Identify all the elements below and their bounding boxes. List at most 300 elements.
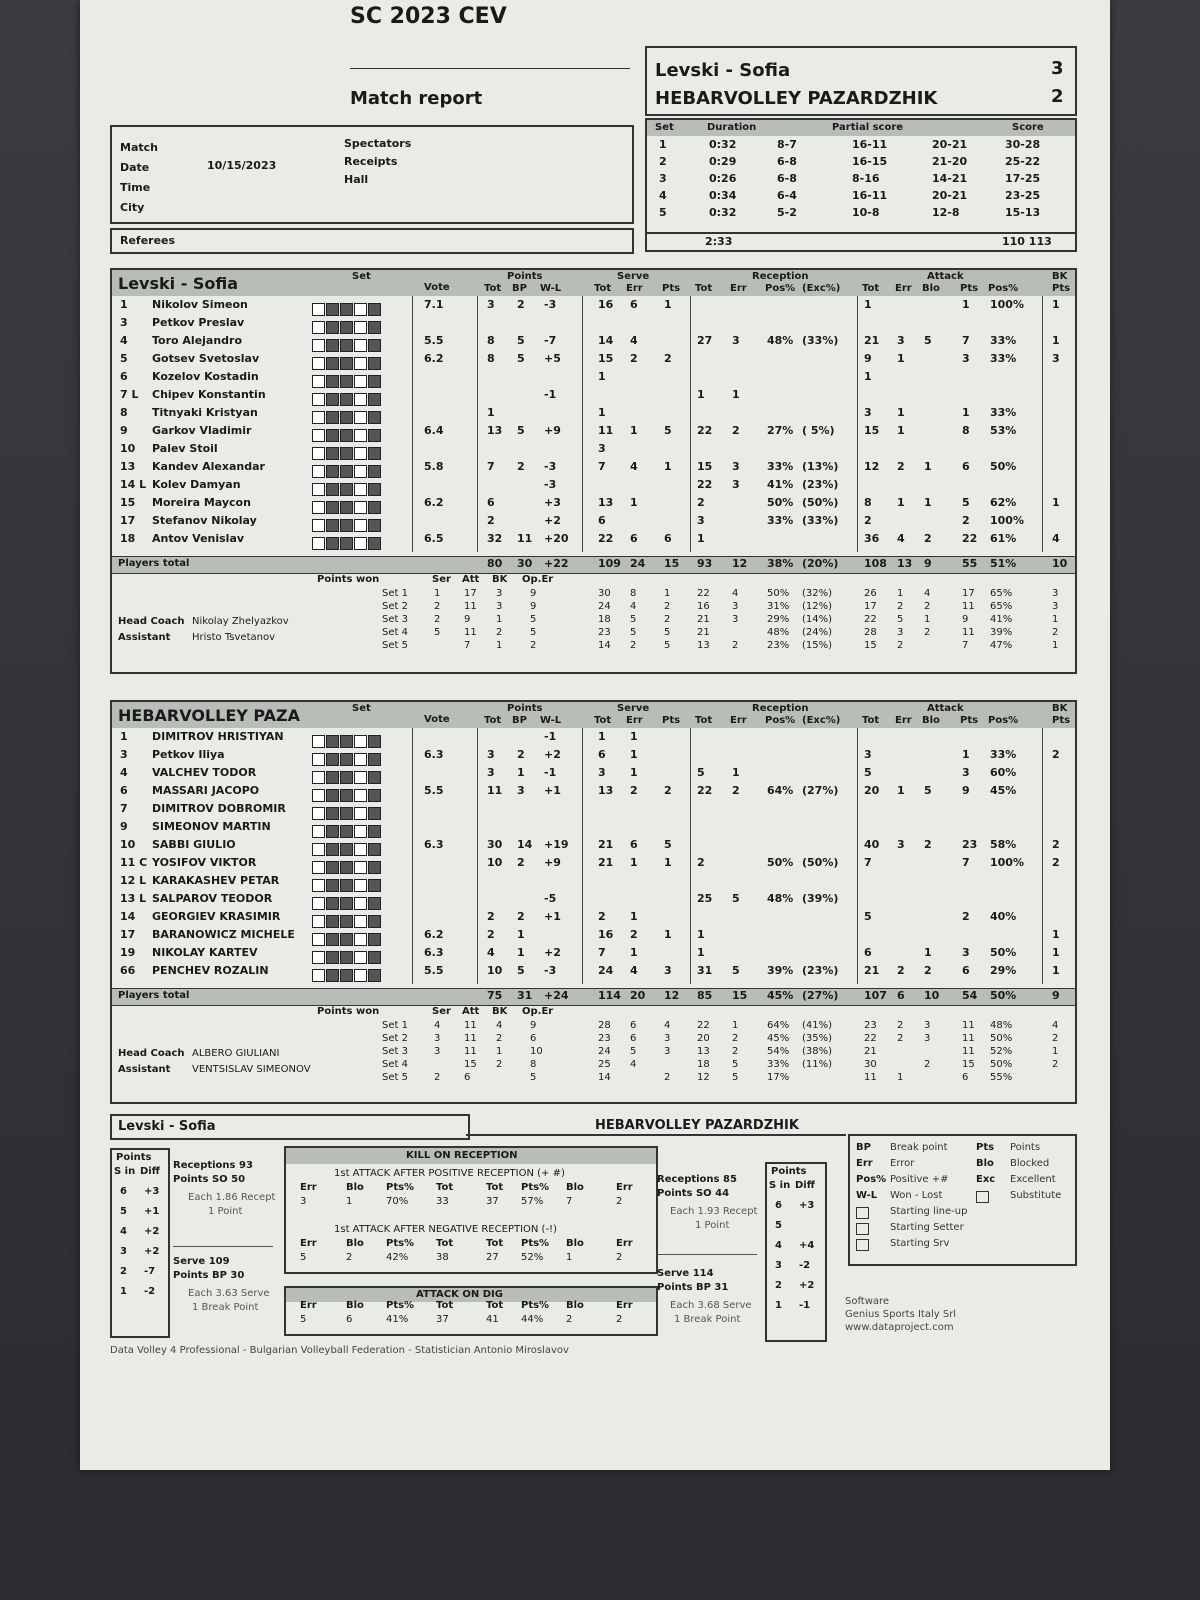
rotation-diff: -2 (799, 1260, 811, 1271)
stat-at: 2 (864, 514, 872, 527)
set-square (368, 483, 381, 496)
stat-wl: +2 (544, 514, 561, 527)
player-name: Petkov Iliya (152, 748, 225, 761)
column-header: Pos% (765, 283, 796, 294)
stat-sp: 1 (664, 298, 672, 311)
set-score-sc: 15-13 (1005, 206, 1041, 219)
set-square (326, 501, 339, 514)
set-stat-op: 6 (530, 1033, 537, 1044)
stat-rt: 31 (697, 964, 713, 977)
player-name: DIMITROV HRISTIYAN (152, 730, 284, 743)
set-square (326, 897, 339, 910)
set-square (340, 447, 353, 460)
set-stat-ae: 2 (897, 640, 904, 651)
stat-wl: +19 (544, 838, 569, 851)
player-number: 11 C (120, 856, 148, 869)
column-header: Tot (862, 715, 880, 726)
column-header: BP (512, 715, 527, 726)
stat-rx: (23%) (802, 478, 839, 491)
set-stat-op: 5 (530, 1072, 537, 1083)
set-square (354, 951, 367, 964)
column-header: BP (512, 283, 527, 294)
set-stat-ae: 1 (897, 588, 904, 599)
t1-points-bp: Points BP 30 (173, 1270, 245, 1281)
set-stat-se: 5 (630, 614, 637, 625)
stat-st: 7 (598, 460, 606, 473)
total-ap: 54 (962, 989, 978, 1002)
stat-vote: 6.3 (424, 748, 444, 761)
total-re: 15 (732, 989, 748, 1002)
set-square (354, 501, 367, 514)
legend-desc: Won - Lost (890, 1190, 943, 1201)
kill-subtitle: 1st ATTACK AFTER NEGATIVE RECEPTION (-!) (334, 1224, 557, 1235)
points-won-head: Ser (432, 1006, 451, 1017)
player-name: Stefanov Nikolay (152, 514, 257, 527)
set-score-p1: 6-4 (777, 189, 797, 202)
bottom-team1-name: Levski - Sofia (118, 1119, 216, 1134)
set-square (340, 789, 353, 802)
stat-at: 20 (864, 784, 880, 797)
legend-key: BP (856, 1142, 871, 1153)
stat-bp: 5 (517, 334, 525, 347)
set-stat-rt: 20 (697, 1033, 710, 1044)
stat-pt: 8 (487, 334, 495, 347)
match-report-page (80, 0, 1110, 1470)
column-header: Serve (617, 271, 650, 282)
set-stat-rx: (11%) (802, 1059, 833, 1070)
rotation-diff: +2 (144, 1226, 160, 1237)
set-square (368, 393, 381, 406)
column-header: Reception (752, 703, 809, 714)
stat-rx: (33%) (802, 514, 839, 527)
player-name: VALCHEV TODOR (152, 766, 257, 779)
stat-apc: 53% (990, 424, 1017, 437)
player-name: Titnyaki Kristyan (152, 406, 258, 419)
set-square (354, 321, 367, 334)
city-label: City (120, 201, 145, 214)
set-stat-ab: 2 (924, 627, 931, 638)
stat-rx: (39%) (802, 892, 839, 905)
stat-vote: 6.3 (424, 946, 444, 959)
stat-st: 1 (598, 370, 606, 383)
set-score-n: 2 (659, 155, 667, 168)
set-square (354, 447, 367, 460)
set-stat-st: 24 (598, 1046, 611, 1057)
rotation-number: 5 (775, 1220, 782, 1231)
set-stat-bk2: 3 (1052, 588, 1059, 599)
column-header: Tot (484, 715, 502, 726)
stat-st: 3 (598, 442, 606, 455)
stat-at: 21 (864, 334, 880, 347)
stat-se: 1 (630, 496, 638, 509)
stat-se: 6 (630, 838, 638, 851)
stat-rp: 48% (767, 892, 794, 905)
set-label: Set 1 (382, 588, 408, 599)
set-stat-bk: 3 (496, 601, 503, 612)
set-stat-rp: 23% (767, 640, 790, 651)
set-stat-rp: 31% (767, 601, 790, 612)
stat-wl: -5 (544, 892, 557, 905)
stat-ab: 1 (924, 496, 932, 509)
set-stat-ser: 2 (434, 614, 441, 625)
set-square (340, 951, 353, 964)
stat-apc: 61% (990, 532, 1017, 545)
set-square (312, 411, 325, 424)
stat-bk: 1 (1052, 946, 1060, 959)
stat-wl: -3 (544, 460, 557, 473)
set-stat-sp: 2 (664, 601, 671, 612)
points-won-label: Points won (317, 1006, 380, 1017)
total-bk: 10 (1052, 557, 1068, 570)
set-square (340, 483, 353, 496)
stat-st: 1 (598, 406, 606, 419)
set-square (312, 969, 325, 982)
stat-pt: 4 (487, 946, 495, 959)
set-stat-ae: 2 (897, 1020, 904, 1031)
set-stat-ser: 3 (434, 1033, 441, 1044)
player-name: GEORGIEV KRASIMIR (152, 910, 281, 923)
column-header: (Exc%) (802, 283, 841, 294)
kill-head: Tot (436, 1182, 454, 1193)
set-square (326, 879, 339, 892)
set-square (340, 501, 353, 514)
stat-bk: 4 (1052, 532, 1060, 545)
stat-bk: 1 (1052, 298, 1060, 311)
set-participation (312, 299, 382, 318)
head-coach-name: ALBERO GIULIANI (192, 1048, 280, 1059)
stat-ap: 7 (962, 334, 970, 347)
column-header: Tot (594, 283, 612, 294)
set-square (354, 969, 367, 982)
set-stat-at: 21 (864, 1046, 877, 1057)
stat-wl: -3 (544, 298, 557, 311)
column-header: Reception (752, 271, 809, 282)
set-stat-rp: 29% (767, 614, 790, 625)
t1-rec-divider (173, 1246, 273, 1247)
set-stat-bk: 1 (496, 614, 503, 625)
stat-at: 12 (864, 460, 880, 473)
kill-value: 70% (386, 1196, 409, 1207)
rotation-diff: -2 (144, 1286, 156, 1297)
kill-head: Pts% (386, 1182, 415, 1193)
stat-re: 1 (732, 388, 740, 401)
player-name: Toro Alejandro (152, 334, 243, 347)
stat-ap: 1 (962, 298, 970, 311)
player-number: 4 (120, 334, 128, 347)
total-rp: 45% (767, 989, 794, 1002)
kill-value: 41% (386, 1314, 409, 1325)
set-stat-at: 28 (864, 627, 877, 638)
set-score-p2: 16-15 (852, 155, 888, 168)
set-square (340, 375, 353, 388)
set-participation (312, 965, 382, 984)
set-square (340, 429, 353, 442)
player-number: 3 (120, 748, 128, 761)
column-header: Serve (617, 703, 650, 714)
stat-ae: 3 (897, 334, 905, 347)
stat-apc: 58% (990, 838, 1017, 851)
set-stat-ser: 3 (434, 1046, 441, 1057)
set-stat-ae: 5 (897, 614, 904, 625)
stat-pt: 2 (487, 928, 495, 941)
stat-pt: 2 (487, 514, 495, 527)
player-name: Gotsev Svetoslav (152, 352, 260, 365)
set-square (340, 321, 353, 334)
legend-desc: Break point (890, 1142, 948, 1153)
total-sp: 15 (664, 557, 680, 570)
stat-apc: 40% (990, 910, 1017, 923)
stat-re: 3 (732, 460, 740, 473)
report-title: SC 2023 CEV (350, 4, 507, 29)
stat-wl: +1 (544, 910, 561, 923)
assistant-name: Hristo Tsvetanov (192, 632, 275, 643)
stat-pt: 11 (487, 784, 503, 797)
stat-apc: 50% (990, 460, 1017, 473)
set-square (326, 951, 339, 964)
stat-se: 4 (630, 460, 638, 473)
set-square (326, 735, 339, 748)
set-square (340, 915, 353, 928)
set-square (312, 735, 325, 748)
set-stat-rt: 13 (697, 640, 710, 651)
bottom-team2-name: HEBARVOLLEY PAZARDZHIK (595, 1118, 799, 1133)
kill-title: KILL ON RECEPTION (406, 1150, 518, 1161)
set-stat-ab: 3 (924, 1033, 931, 1044)
column-divider (582, 296, 583, 552)
stat-bk: 2 (1052, 838, 1060, 851)
set-square (354, 375, 367, 388)
stat-pt: 3 (487, 766, 495, 779)
legend-desc: Starting Setter (890, 1222, 964, 1233)
set-square (340, 969, 353, 982)
points-won-head: Ser (432, 574, 451, 585)
set-square (326, 933, 339, 946)
kill-head: Pts% (521, 1182, 550, 1193)
player-name: KARAKASHEV PETAR (152, 874, 280, 887)
stat-re: 3 (732, 334, 740, 347)
stat-st: 21 (598, 838, 614, 851)
score-col-head: Score (1012, 122, 1044, 133)
set-stat-bk2: 1 (1052, 614, 1059, 625)
dig-title: ATTACK ON DIG (416, 1289, 503, 1300)
player-name: MASSARI JACOPO (152, 784, 260, 797)
stat-se: 2 (630, 928, 638, 941)
total-ab: 9 (924, 557, 932, 570)
set-stat-bk2: 2 (1052, 1059, 1059, 1070)
kill-value: 3 (300, 1196, 307, 1207)
set-square (354, 879, 367, 892)
column-header: Pts (1052, 715, 1071, 726)
team1-sets-won: 3 (1051, 58, 1064, 79)
set-stat-rp: 17% (767, 1072, 790, 1083)
set-square (354, 933, 367, 946)
stat-rp: 33% (767, 514, 794, 527)
stat-pt: 3 (487, 748, 495, 761)
stat-ap: 3 (962, 766, 970, 779)
set-square (354, 861, 367, 874)
stat-bp: 2 (517, 460, 525, 473)
rotation-number: 1 (120, 1286, 127, 1297)
set-square (368, 321, 381, 334)
set-stat-ap: 11 (962, 627, 975, 638)
referees-box (110, 228, 634, 254)
column-divider (1042, 296, 1043, 552)
kill-value: 42% (386, 1252, 409, 1263)
set-stat-bk: 2 (496, 1059, 503, 1070)
stat-at: 40 (864, 838, 880, 851)
set-stat-ab: 3 (924, 1020, 931, 1031)
stat-ap: 22 (962, 532, 978, 545)
legend-symbol-icon (856, 1223, 869, 1235)
set-stat-se: 8 (630, 588, 637, 599)
total-sp: 12 (664, 989, 680, 1002)
set-stat-ae: 2 (897, 601, 904, 612)
set-square (354, 753, 367, 766)
set-square (340, 357, 353, 370)
stat-se: 1 (630, 730, 638, 743)
rotation-diff: -7 (144, 1266, 156, 1277)
total-se: 24 (630, 557, 646, 570)
set-stat-se: 4 (630, 1059, 637, 1070)
kill-on-reception-box (284, 1146, 658, 1274)
set-square (368, 357, 381, 370)
stat-at: 36 (864, 532, 880, 545)
player-name: Garkov Vladimir (152, 424, 252, 437)
rotation-number: 4 (775, 1240, 782, 1251)
column-header: Err (895, 283, 912, 294)
kill-value: 2 (346, 1252, 353, 1263)
set-square (312, 465, 325, 478)
set-stat-ab: 4 (924, 588, 931, 599)
column-header: Attack (927, 271, 964, 282)
set-label: Set 4 (382, 627, 408, 638)
player-number: 13 (120, 460, 136, 473)
column-header: BK (1052, 271, 1068, 282)
set-participation (312, 497, 382, 516)
set-square (368, 735, 381, 748)
stat-wl: +5 (544, 352, 561, 365)
stat-wl: -1 (544, 730, 557, 743)
stat-ap: 3 (962, 946, 970, 959)
set-stat-apc: 65% (990, 588, 1013, 599)
set-stat-ser: 4 (434, 1020, 441, 1031)
stat-wl: -1 (544, 766, 557, 779)
stat-vote: 6.4 (424, 424, 444, 437)
player-name: SALPAROV TEODOR (152, 892, 273, 905)
kill-value: 41 (486, 1314, 499, 1325)
stat-at: 1 (864, 370, 872, 383)
set-square (368, 375, 381, 388)
stat-ab: 2 (924, 838, 932, 851)
player-number: 8 (120, 406, 128, 419)
spectators-label: Spectators (344, 137, 412, 150)
set-participation (312, 407, 382, 426)
set-participation (312, 443, 382, 462)
stat-apc: 29% (990, 964, 1017, 977)
set-square (326, 429, 339, 442)
set-stat-apc: 55% (990, 1072, 1013, 1083)
set-square (340, 771, 353, 784)
stat-bp: 14 (517, 838, 533, 851)
total-rx: (27%) (802, 989, 839, 1002)
rotation-diff: +3 (799, 1200, 815, 1211)
legend-key: Pts (976, 1142, 995, 1153)
set-stat-rp: 33% (767, 1059, 790, 1070)
stat-rt: 27 (697, 334, 713, 347)
kill-head: Tot (436, 1300, 454, 1311)
rotation-diff: +3 (144, 1186, 160, 1197)
points-won-head: BK (492, 574, 508, 585)
column-divider (857, 296, 858, 552)
player-number: 7 L (120, 388, 139, 401)
software-website: www.dataproject.com (845, 1322, 954, 1333)
stat-ab: 1 (924, 946, 932, 959)
set-score-n: 1 (659, 138, 667, 151)
set-stat-ser: 2 (434, 1072, 441, 1083)
set-square (368, 465, 381, 478)
set-stat-ap: 11 (962, 1033, 975, 1044)
set-score-sc: 25-22 (1005, 155, 1041, 168)
hall-label: Hall (344, 173, 369, 186)
column-header: Pts (960, 283, 979, 294)
kill-value: 1 (566, 1252, 573, 1263)
set-square (368, 303, 381, 316)
player-number: 66 (120, 964, 136, 977)
diff-label: Diff (795, 1180, 815, 1191)
stat-bk: 1 (1052, 928, 1060, 941)
stat-rt: 22 (697, 784, 713, 797)
set-square (312, 393, 325, 406)
set-stat-ab: 2 (924, 1059, 931, 1070)
total-pt: 80 (487, 557, 503, 570)
set-stat-rx: (14%) (802, 614, 833, 625)
kill-value: 7 (566, 1196, 573, 1207)
stat-apc: 33% (990, 748, 1017, 761)
set-square (368, 861, 381, 874)
duration-col-head: Duration (707, 122, 757, 133)
player-name: Moreira Maycon (152, 496, 251, 509)
stat-wl: +9 (544, 424, 561, 437)
set-square (354, 915, 367, 928)
set-stat-att: 11 (464, 627, 477, 638)
set-score-p2: 16-11 (852, 189, 888, 202)
player-number: 13 L (120, 892, 147, 905)
kill-head: Blo (566, 1238, 584, 1249)
stat-apc: 60% (990, 766, 1017, 779)
set-stat-sp: 2 (664, 614, 671, 625)
assistant-label: Assistant (118, 1064, 171, 1075)
stat-wl: -3 (544, 478, 557, 491)
set-square (326, 411, 339, 424)
column-header: Pos% (765, 715, 796, 726)
set-stat-sp: 2 (664, 1072, 671, 1083)
column-header: W-L (540, 715, 562, 726)
stat-rx: (50%) (802, 496, 839, 509)
set-square (312, 843, 325, 856)
head-coach-label: Head Coach (118, 1048, 185, 1059)
column-header: Set (352, 703, 371, 714)
set-stat-ap: 15 (962, 1059, 975, 1070)
kill-value: 2 (616, 1196, 623, 1207)
time-label: Time (120, 181, 151, 194)
stat-rt: 3 (697, 514, 705, 527)
set-square (326, 519, 339, 532)
set-stat-rx: (35%) (802, 1033, 833, 1044)
stat-ap: 1 (962, 748, 970, 761)
set-square (354, 357, 367, 370)
set-participation (312, 911, 382, 930)
set-stat-sp: 3 (664, 1033, 671, 1044)
